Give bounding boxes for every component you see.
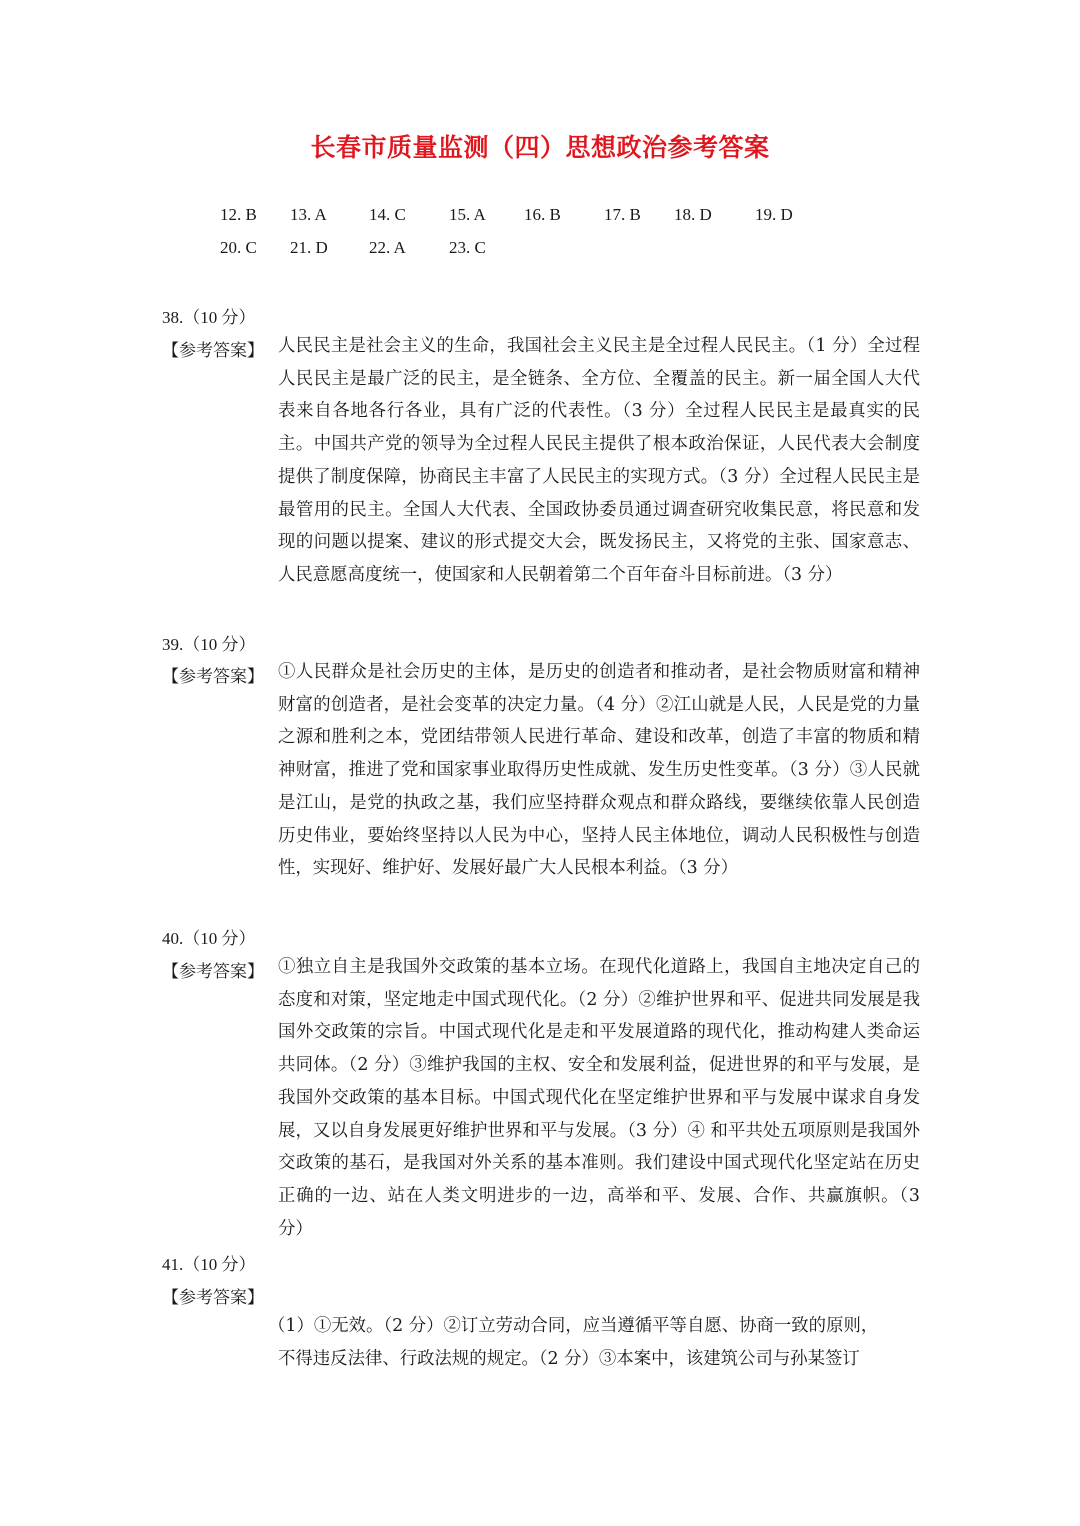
answer-line: 不得违反法律、行政法规的规定。（2 分）③本案中，该建筑公司与孙某签订	[278, 1348, 860, 1369]
answer-line: （1）①无效。（2 分）②订立劳动合同，应当遵循平等自愿、协商一致的原则，	[268, 1316, 879, 1336]
mc-answer: 20. C	[220, 238, 257, 257]
document-title: 长春市质量监测（四）思想政治参考答案	[310, 133, 770, 162]
answer-label: 【参考答案】	[162, 667, 264, 687]
mc-answer: 13. A	[290, 205, 327, 224]
mc-answer: 17. B	[604, 205, 641, 224]
question-heading: 40.（10 分）	[162, 929, 256, 948]
mc-answer: 19. D	[755, 205, 793, 224]
question-heading: 38.（10 分）	[162, 308, 256, 327]
mc-answer: 23. C	[449, 238, 486, 257]
answer-label: 【参考答案】	[162, 341, 264, 361]
mc-answer: 18. D	[674, 205, 712, 224]
answer-text: 人民民主是社会主义的生命，我国社会主义民主是全过程人民民主。（1 分）全过程人民民主是最广泛的民主，是全链条、全方位、全覆盖的民主。新一届全国人大代表来自各地各行各业，具有广泛的代表性。（3 分）全过程人民民主是最真实的民主。中国共产党的领导为全过程人民民主提供了根本政治保证，人民代表大会制度提供了制度保障，协商民主丰富了人民民主的实现方式。（3 分）全过程人民民主是最管用的民主。全国人大代表、全国政协委员通过调查研究收集民意，将民意和发现的问题以提案、建议的形式提交大会，既发扬民主，又将党的主张、国家意志、人民意愿高度统一，使国家和人民朝着第二个百年奋斗目标前进。（3 分）	[278, 336, 920, 585]
question-heading: 41.（10 分）	[162, 1255, 256, 1274]
answer-label: 【参考答案】	[162, 962, 264, 982]
question-heading: 39.（10 分）	[162, 635, 256, 654]
mc-answer: 21. D	[290, 238, 328, 257]
answer-text: ①独立自主是我国外交政策的基本立场。在现代化道路上，我国自主地决定自己的态度和对策，坚定地走中国式现代化。（2 分）②维护世界和平、促进共同发展是我国外交政策的宗旨。中国式现代化是走和平发展道路的现代化，推动构建人类命运共同体。（2 分）③维护我国的主权、安全和发展利益，促进世界的和平与发展，是我国外交政策的基本目标。中国式现代化在坚定维护世界和平与发展中谋求自身发展，又以自身发展更好维护世界和平与发展。（3 分）④ 和平共处五项原则是我国外交政策的基石，是我国对外关系的基本准则。我们建设中国式现代化坚定站在历史正确的一边、站在人类文明进步的一边，高举和平、发展、合作、共赢旗帜。（3 分）	[278, 957, 920, 1239]
mc-answer: 22. A	[369, 238, 406, 257]
mc-answer: 15. A	[449, 205, 486, 224]
answer-text	[268, 1310, 920, 1375]
mc-answer: 12. B	[220, 205, 257, 224]
answer-text: ①人民群众是社会历史的主体，是历史的创造者和推动者，是社会物质财富和精神财富的创造者，是社会变革的决定力量。（4 分）②江山就是人民，人民是党的力量之源和胜利之本，党团结带领人民进行革命、建设和改革，创造了丰富的物质和精神财富，推进了党和国家事业取得历史性成就、发生历史性变革。（3 分）③人民就是江山，是党的执政之基，我们应坚持群众观点和群众路线，要继续依靠人民创造历史伟业，要始终坚持以人民为中心，坚持人民主体地位，调动人民积极性与创造性，实现好、维护好、发展好最广大人民根本利益。（3 分）	[278, 662, 920, 879]
mc-answer: 14. C	[369, 205, 406, 224]
mc-answer: 16. B	[524, 205, 561, 224]
answer-label: 【参考答案】	[162, 1288, 264, 1308]
